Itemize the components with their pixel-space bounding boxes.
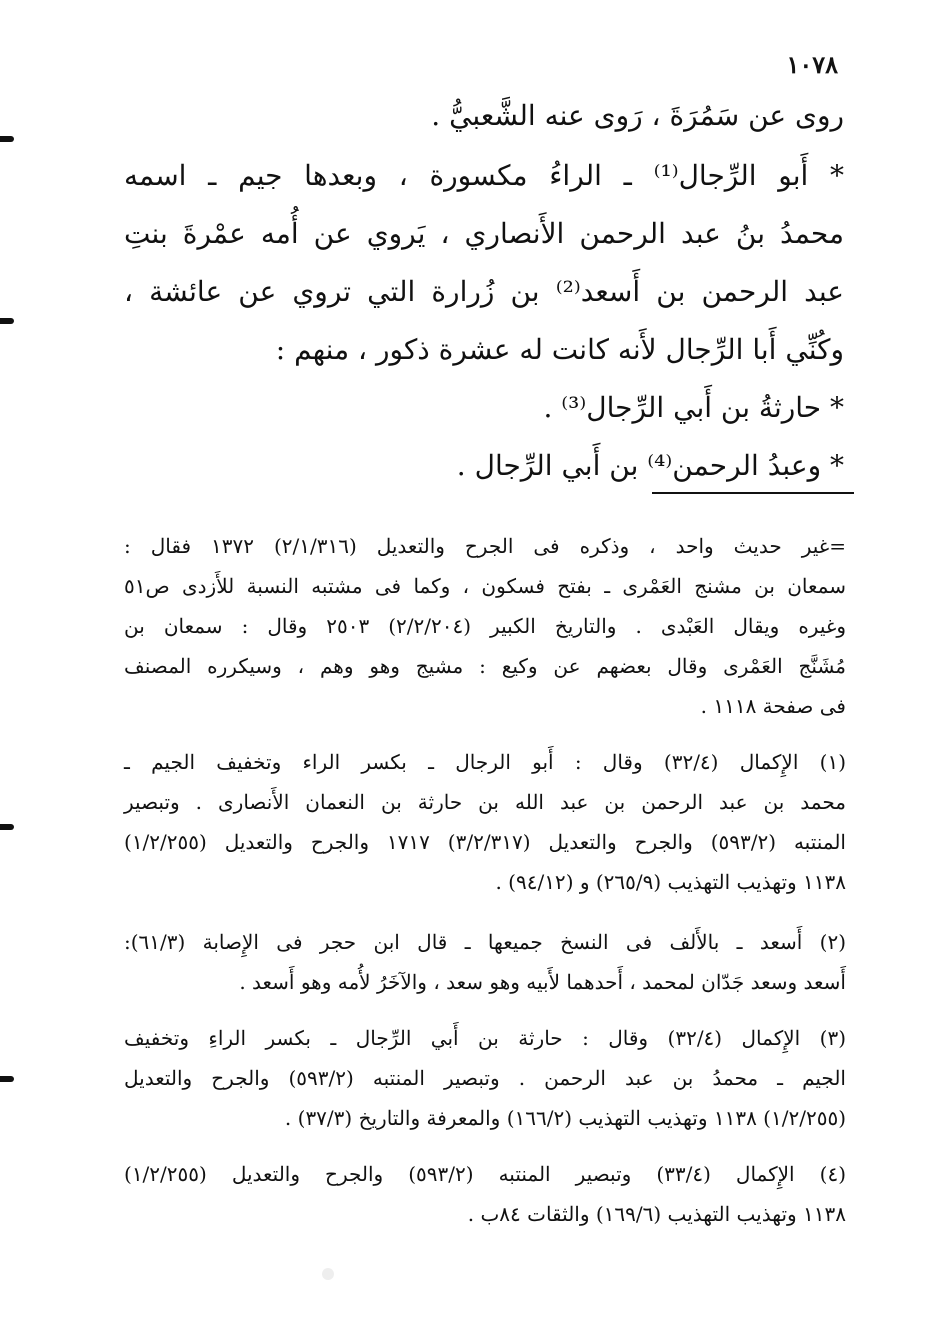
footnote-line: (١/٢/٢٥٥) ١١٣٨ وتهذيب التهذيب (١٦٦/٢) والمعرفة والتاريخ (٣٧/٣) .: [284, 1106, 846, 1130]
scan-smudge: [322, 1268, 334, 1280]
main-text-line: * وعبدُ الرحمن⁽⁴⁾ بن أَبي الرِّجال .: [456, 449, 844, 482]
footnote-line: سمعان بن مشنج العَمْرى ـ بفتح فسكون ، وكما فى مشتبه النسبة للأَزدى ص٥١: [124, 574, 846, 598]
page-number: ١٠٧٨: [786, 50, 838, 79]
footnote-line: (٣) الإِكمال (٣٢/٤) وقال : حارثة بن أَبي الرِّجال ـ بكسر الراءِ وتخفيف: [124, 1026, 846, 1050]
footnote-line: محمد بن عبد الرحمن بن عبد الله بن حارثة بن النعمان الأَنصارى . وتبصير: [124, 790, 846, 814]
main-text-line: * أَبو الرِّجال⁽¹⁾ ـ الراءُ مكسورة ، وبعدها جيم ـ اسمه: [124, 159, 844, 192]
footnote-line: فى صفحة ١١١٨ .: [700, 694, 846, 718]
main-text-line: وكُنِّي أَبا الرِّجال لأَنه كانت له عشرة ذكور ، منهم :: [275, 333, 844, 366]
footnote-line: المنتبه (٥٩٣/٢) والجرح والتعديل (٣/٢/٣١٧) ١٧١٧ والجرح والتعديل (١/٢/٢٥٥): [124, 830, 846, 854]
footnote-line: (١) الإِكمال (٣٢/٤) وقال : أَبو الرجال ـ بكسر الراء وتخفيف الجيم ـ: [124, 750, 846, 774]
scan-edge-mark: [0, 824, 14, 830]
footnote-line: (٤) الإِكمال (٣٣/٤) وتبصير المنتبه (٥٩٣/٢) والجرح والتعديل (١/٢/٢٥٥): [124, 1162, 846, 1186]
main-text-line: محمدُ بنُ عبد الرحمن الأَنصاري ، يَروي عن أُمه عمْرةَ بنتِ: [124, 217, 844, 250]
footnote-line: مُشَنَّج العَمْرى وقال بعضهم عن وكيع : مشيج وهو وهم ، وسيكرره المصنف: [124, 654, 846, 678]
scan-edge-mark: [0, 1076, 14, 1082]
footnote-line: (٢) أَسعد ـ بالأَلف فى النسخ جميعها ـ قال ابن حجر فى الإِصابة (٦١/٣):: [124, 930, 846, 954]
footnote-line: =غير حديث واحد ، وذكره فى الجرح والتعديل (٢/١/٣١٦) ١٣٧٢ فقال :: [124, 534, 846, 558]
scan-edge-mark: [0, 318, 14, 324]
main-text-line: عبد الرحمن بن أَسعد⁽²⁾ بن زُرارة التي تروي عن عائشة ،: [124, 275, 844, 308]
footnote-line: الجيم ـ محمدُ بن عبد الرحمن . وتبصير المنتبه (٥٩٣/٢) والجرح والتعديل: [124, 1066, 846, 1090]
main-text-line: روى عن سَمُرَةَ ، رَوى عنه الشَّعبيُّ .: [431, 99, 844, 132]
footnote-separator: [652, 492, 854, 494]
footnote-line: وغيره ويقال العَبْدى . والتاريخ الكبير (٢/٢/٢٠٤) ٢٥٠٣ وقال : سمعان بن: [124, 614, 846, 638]
footnote-line: أَسعد وسعد جَدّان لمحمد ، أَحدهما لأَبيه وهو سعد ، والآخَرُ لأُمه وهو أَسعد .: [239, 970, 846, 994]
footnote-line: ١١٣٨ وتهذيب التهذيب (١٦٩/٦) والثقات ٨٤ب .: [467, 1202, 846, 1226]
main-text-line: * حارثةُ بن أَبي الرِّجال⁽³⁾ .: [543, 391, 844, 424]
scan-edge-mark: [0, 136, 14, 142]
footnote-line: ١١٣٨ وتهذيب التهذيب (٢٦٥/٩) و (٩٤/١٢) .: [495, 870, 846, 894]
